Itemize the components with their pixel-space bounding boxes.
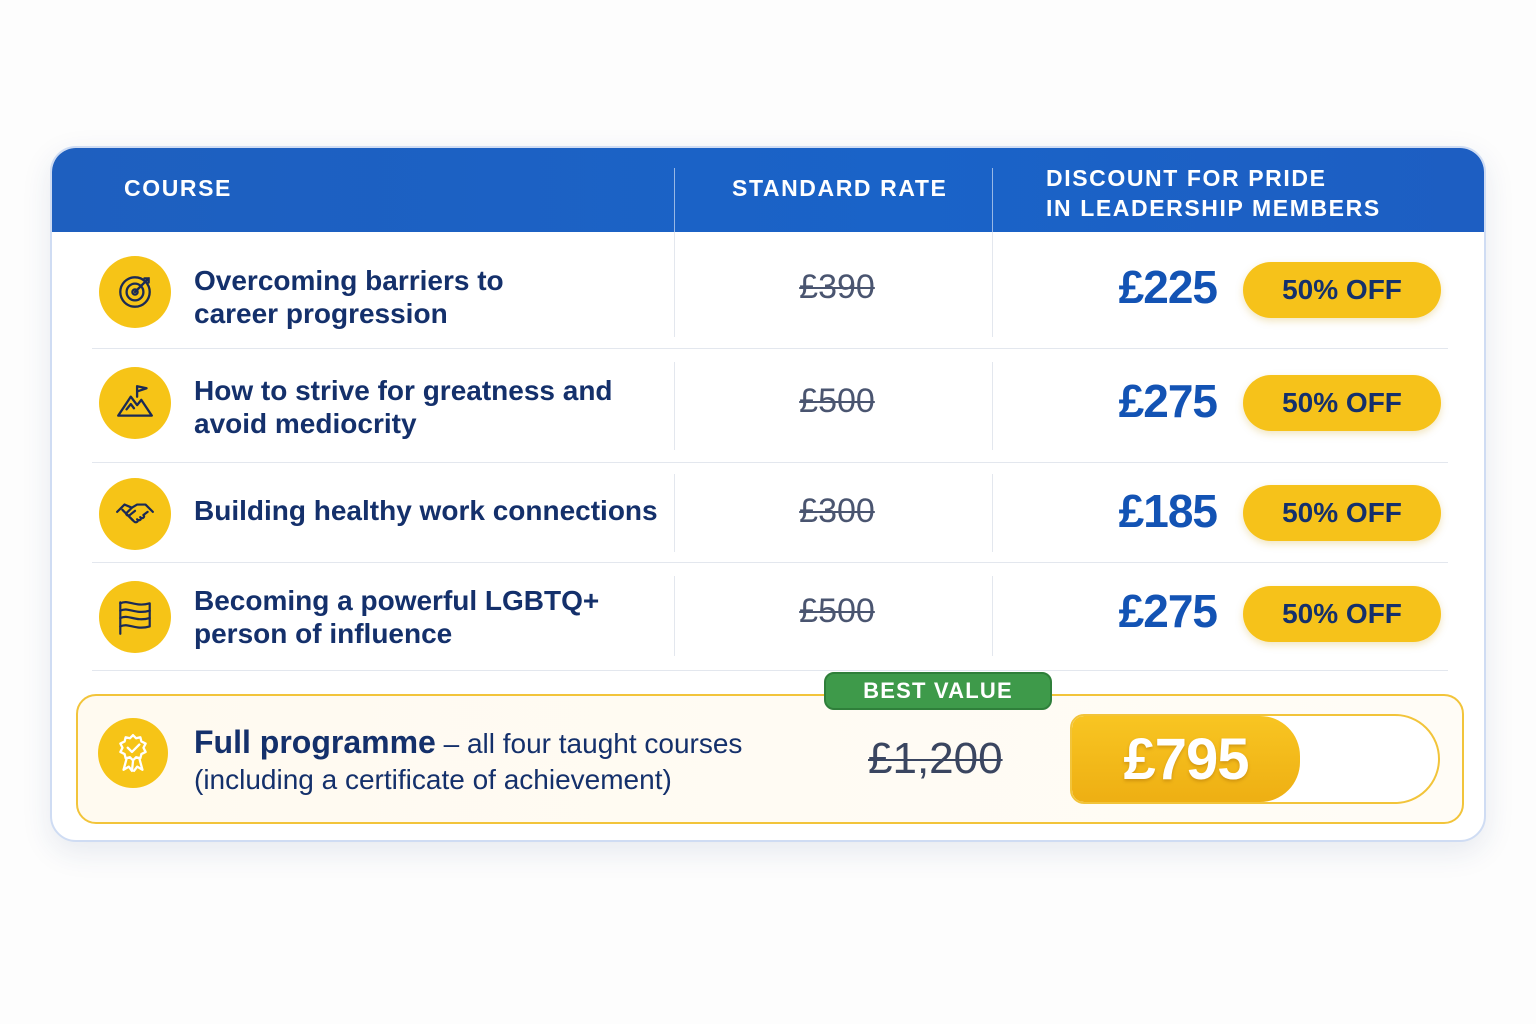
course-title-line: Becoming a powerful LGBTQ+	[194, 585, 600, 616]
column-divider	[674, 362, 675, 450]
course-title-line: Overcoming barriers to	[194, 265, 504, 296]
column-divider	[674, 232, 675, 337]
table-row	[52, 350, 1484, 462]
standard-price: £500	[799, 382, 875, 420]
column-divider	[992, 362, 993, 450]
discount-price: £185	[1118, 485, 1217, 537]
table-row	[52, 462, 1484, 564]
discount-badge: 50% OFF	[1243, 375, 1441, 431]
column-divider	[992, 576, 993, 656]
header-divider	[992, 168, 993, 232]
header-divider	[674, 168, 675, 232]
column-divider	[992, 474, 993, 552]
pride-flag-icon	[99, 581, 171, 653]
bundle-price: £795	[1072, 716, 1300, 802]
discount-badge: 50% OFF	[1243, 485, 1441, 541]
bundle-title-bold: Full programme	[194, 724, 436, 760]
header-discount-line2: IN LEADERSHIP MEMBERS	[1046, 195, 1381, 221]
column-divider	[674, 576, 675, 656]
discount-price: £275	[1118, 585, 1217, 637]
course-title-line: Building healthy work connections	[194, 495, 658, 526]
discount-badge: 50% OFF	[1243, 586, 1441, 642]
course-title	[194, 494, 694, 527]
course-title	[194, 374, 674, 440]
standard-price: £300	[799, 492, 875, 530]
bundle-title-line	[194, 724, 814, 762]
target-icon	[99, 256, 171, 328]
course-title	[194, 584, 674, 650]
row-divider	[92, 562, 1448, 563]
discount-price: £275	[1118, 375, 1217, 427]
course-title-line: avoid mediocrity	[194, 408, 417, 439]
course-title-line: person of influence	[194, 618, 453, 649]
handshake-icon	[99, 478, 171, 550]
discount-badge: 50% OFF	[1243, 262, 1441, 318]
table-row	[52, 232, 1484, 350]
bundle-title-rest: – all four taught courses	[435, 728, 743, 759]
column-divider	[992, 232, 993, 337]
course-title-line: How to strive for greatness and	[194, 375, 613, 406]
column-divider	[674, 474, 675, 552]
header-discount	[1046, 163, 1381, 223]
course-title	[194, 264, 674, 330]
table-row	[52, 564, 1484, 672]
best-value-badge: BEST VALUE	[824, 672, 1052, 710]
pricing-table	[50, 146, 1486, 842]
certificate-rosette-icon	[98, 718, 168, 788]
standard-price: £500	[799, 592, 875, 630]
bundle-subtitle: (including a certificate of achievement)	[194, 764, 672, 795]
discount-price: £225	[1118, 261, 1217, 313]
standard-price: £390	[799, 268, 875, 306]
row-divider	[92, 670, 1448, 671]
bundle-standard-price: £1,200	[868, 734, 1003, 783]
header-course: COURSE	[124, 175, 233, 201]
table-header	[52, 148, 1484, 232]
header-discount-line1: DISCOUNT FOR PRIDE	[1046, 165, 1327, 191]
bundle-price-pill	[1070, 714, 1440, 804]
header-standard-rate: STANDARD RATE	[732, 175, 948, 201]
full-programme-offer	[76, 694, 1464, 824]
row-divider	[92, 348, 1448, 349]
mountain-flag-icon	[99, 367, 171, 439]
bundle-title	[194, 724, 814, 798]
course-title-line: career progression	[194, 298, 448, 329]
